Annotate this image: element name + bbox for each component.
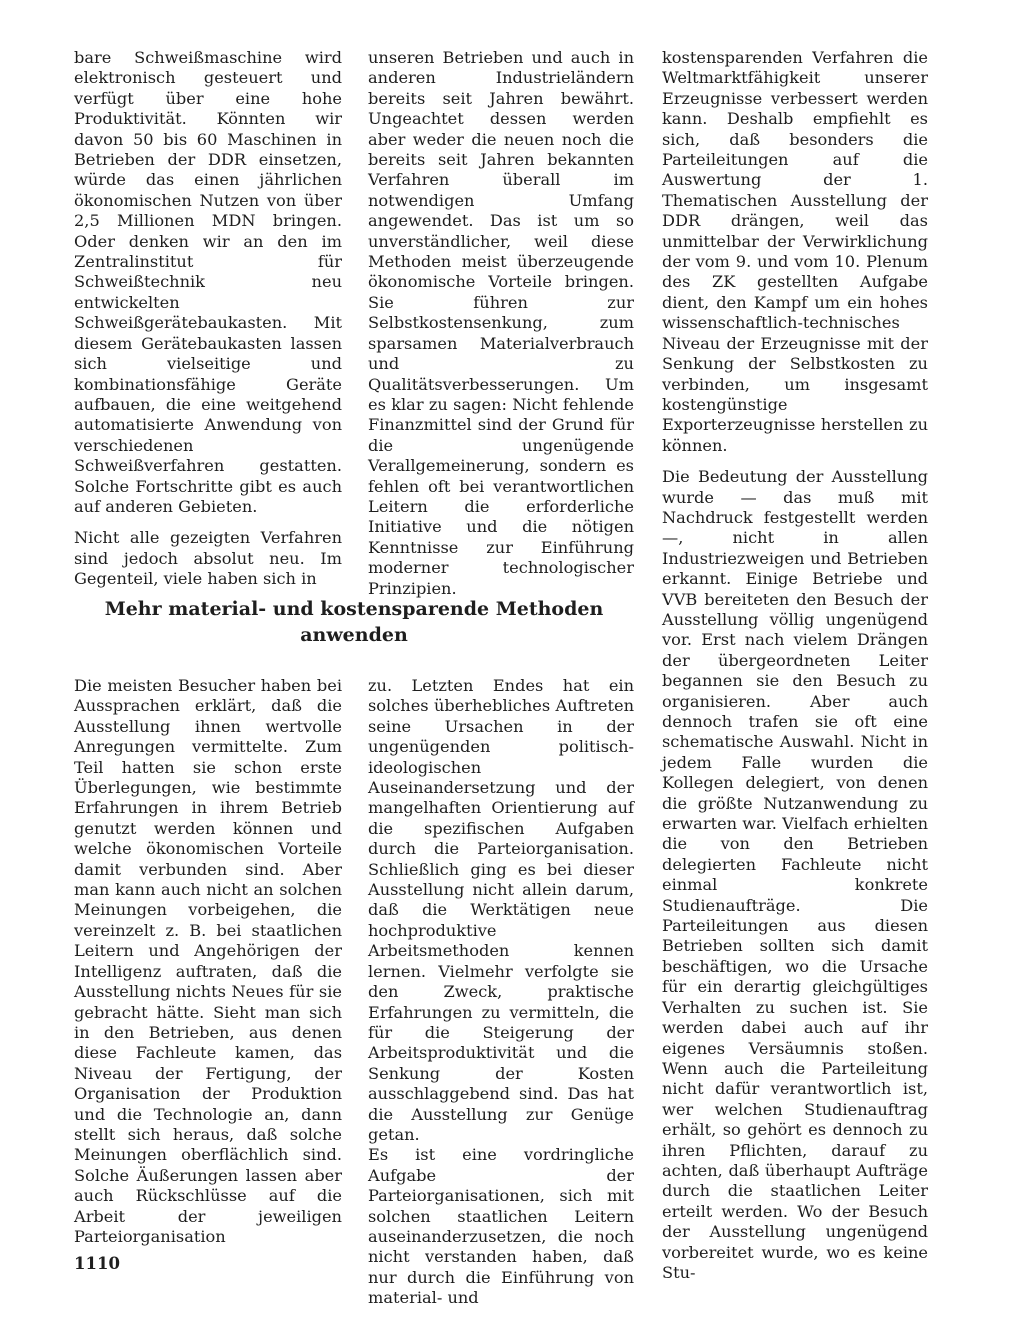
page-number: 1110	[74, 1254, 120, 1273]
paragraph: unseren Betrieben und auch in anderen Industrieländern bereits seit Jahren bewährt. Ungeachtet dessen werden aber weder die neuen noch die bereits seit Jahren bekannten Verfahren überall im notwendigen Umfang angewendet. Das ist um so unverständlicher, weil diese Methoden meist überzeugende ökonomische Vorteile bringen. Sie führen zur Selbstkostensenkung, zum sparsamen Materialverbrauch und zu Qualitätsverbesserungen. Um es klar zu sagen: Nicht fehlende Finanzmittel sind der Grund für die ungenügende Verallgemeinerung, sondern es fehlen oft bei verantwortlichen Leitern die erforderliche Initiative und die nötigen Kenntnisse zur Einführung moderner technologischer Prinzipien.	[368, 48, 634, 598]
paragraph: Die meisten Besucher haben bei Aussprachen erklärt, daß die Ausstellung ihnen wertvolle Anregungen vermittelte. Zum Teil hatten sie schon erste Überlegungen, wie bestimmte Erfahrungen in ihrem Betrieb genutzt werden können und welche ökonomischen Vorteile damit verbunden sind. Aber man kann auch nicht an solchen Meinungen vorbeigehen, die vereinzelt z. B. bei staatlichen Leitern und Angehörigen der Intelligenz auftraten, daß die Ausstellung nichts Neues für sie gebracht hätte. Sieht man sich in den Betrieben, aus denen diese Fachleute kamen, das Niveau der Fertigung, der Organisation der Produktion und die Technologie an, dann stellt sich heraus, daß solche Meinungen oberflächlich sind. Solche Äußerungen lassen aber auch Rückschlüsse auf die Arbeit der jeweiligen Parteiorganisation	[74, 676, 342, 1246]
column-1	[74, 48, 342, 590]
paragraph: Es ist eine vordringliche Aufgabe der Parteiorganisationen, sich mit solchen staatlichen Leitern auseinanderzusetzen, die noch nicht verstanden haben, daß nur durch die Einführung von material- und	[368, 1145, 634, 1308]
paragraph: bare Schweißmaschine wird elektronisch gesteuert und verfügt über eine hohe Produktivität. Könnten wir davon 50 bis 60 Maschinen in Betrieben der DDR einsetzen, würde das einen jährlichen ökonomischen Nutzen von über 2,5 Millionen MDN bringen. Oder denken wir an den im Zentralinstitut für Schweißtechnik neu entwickelten Schweißgerätebaukasten. Mit diesem Gerätebaukasten lassen sich vielseitige und kombinationsfähige Geräte aufbauen, die eine weitgehend automatisierte Anwendung von verschiedenen Schweißverfahren gestatten. Solche Fortschritte gibt es auch auf anderen Gebieten.	[74, 48, 342, 516]
section-heading: Mehr material- und kostensparende Methoden anwenden	[104, 598, 604, 646]
column-5	[368, 676, 634, 1309]
paragraph: kostensparenden Verfahren die Weltmarktfähigkeit unserer Erzeugnisse verbessert werden kann. Deshalb empfiehlt es sich, daß besonders die Parteileitungen auf die Auswertung der 1. Thematischen Ausstellung der DDR drängen, weil das unmittelbar der Verwirklichung der vom 9. und vom 10. Plenum des ZK gestellten Aufgabe dient, den Kampf um ein hohes wissenschaftlich-technisches Niveau der Erzeugnisse mit der Senkung der Selbstkosten zu verbinden, um insgesamt kostengünstige Exporterzeugnisse herstellen zu können.	[662, 48, 928, 455]
column-4	[74, 676, 342, 1247]
column-2	[368, 48, 634, 599]
paragraph: zu. Letzten Endes hat ein solches überhebliches Auftreten seine Ursachen in der ungenügenden politisch-ideologischen Auseinandersetzung und der mangelhaften Orientierung auf die spezifischen Aufgaben durch die Parteiorganisation. Schließlich ging es bei dieser Ausstellung nicht allein darum, daß die Werktätigen neue hochproduktive Arbeitsmethoden kennen lernen. Vielmehr verfolgte sie den Zweck, praktische Erfahrungen zu vermitteln, die für die Steigerung der Arbeitsproduktivität und die Senkung der Kosten ausschlaggebend sind. Das hat die Ausstellung zur Genüge getan.	[368, 676, 634, 1144]
column-3	[662, 48, 928, 1283]
paragraph: Die Bedeutung der Ausstellung wurde — das muß mit Nachdruck festgestellt werden —, nicht in allen Industriezweigen und Betrieben erkannt. Einige Betriebe und VVB bereiteten den Besuch der Ausstellung völlig ungenügend vor. Erst nach vielem Drängen der übergeordneten Leiter begannen sie den Besuch zu organisieren. Aber auch dennoch trafen sie oft eine schematische Auswahl. Nicht in jedem Falle wurden die Kollegen delegiert, von denen die größte Nutzanwendung zu erwarten war. Vielfach erhielten die von den Betrieben delegierten Fachleute nicht einmal konkrete Studienaufträge. Die Parteileitungen aus diesen Betrieben sollten sich damit beschäftigen, wo die Ursache für ein derartig gleichgültiges Verhalten zu suchen ist. Sie werden dabei auch auf ihr eigenes Versäumnis stoßen. Wenn auch die Parteileitung nicht dafür verantwortlich ist, wer welchen Studienauftrag erhält, so gehört es dennoch zu ihren Pflichten, darauf zu achten, daß überhaupt Aufträge durch die staatlichen Leiter erteilt werden. Wo der Besuch der Ausstellung ungenügend vorbereitet wurde, wo es keine Stu-	[662, 467, 928, 1282]
paragraph: Nicht alle gezeigten Verfahren sind jedoch absolut neu. Im Gegenteil, viele haben sich in	[74, 528, 342, 589]
